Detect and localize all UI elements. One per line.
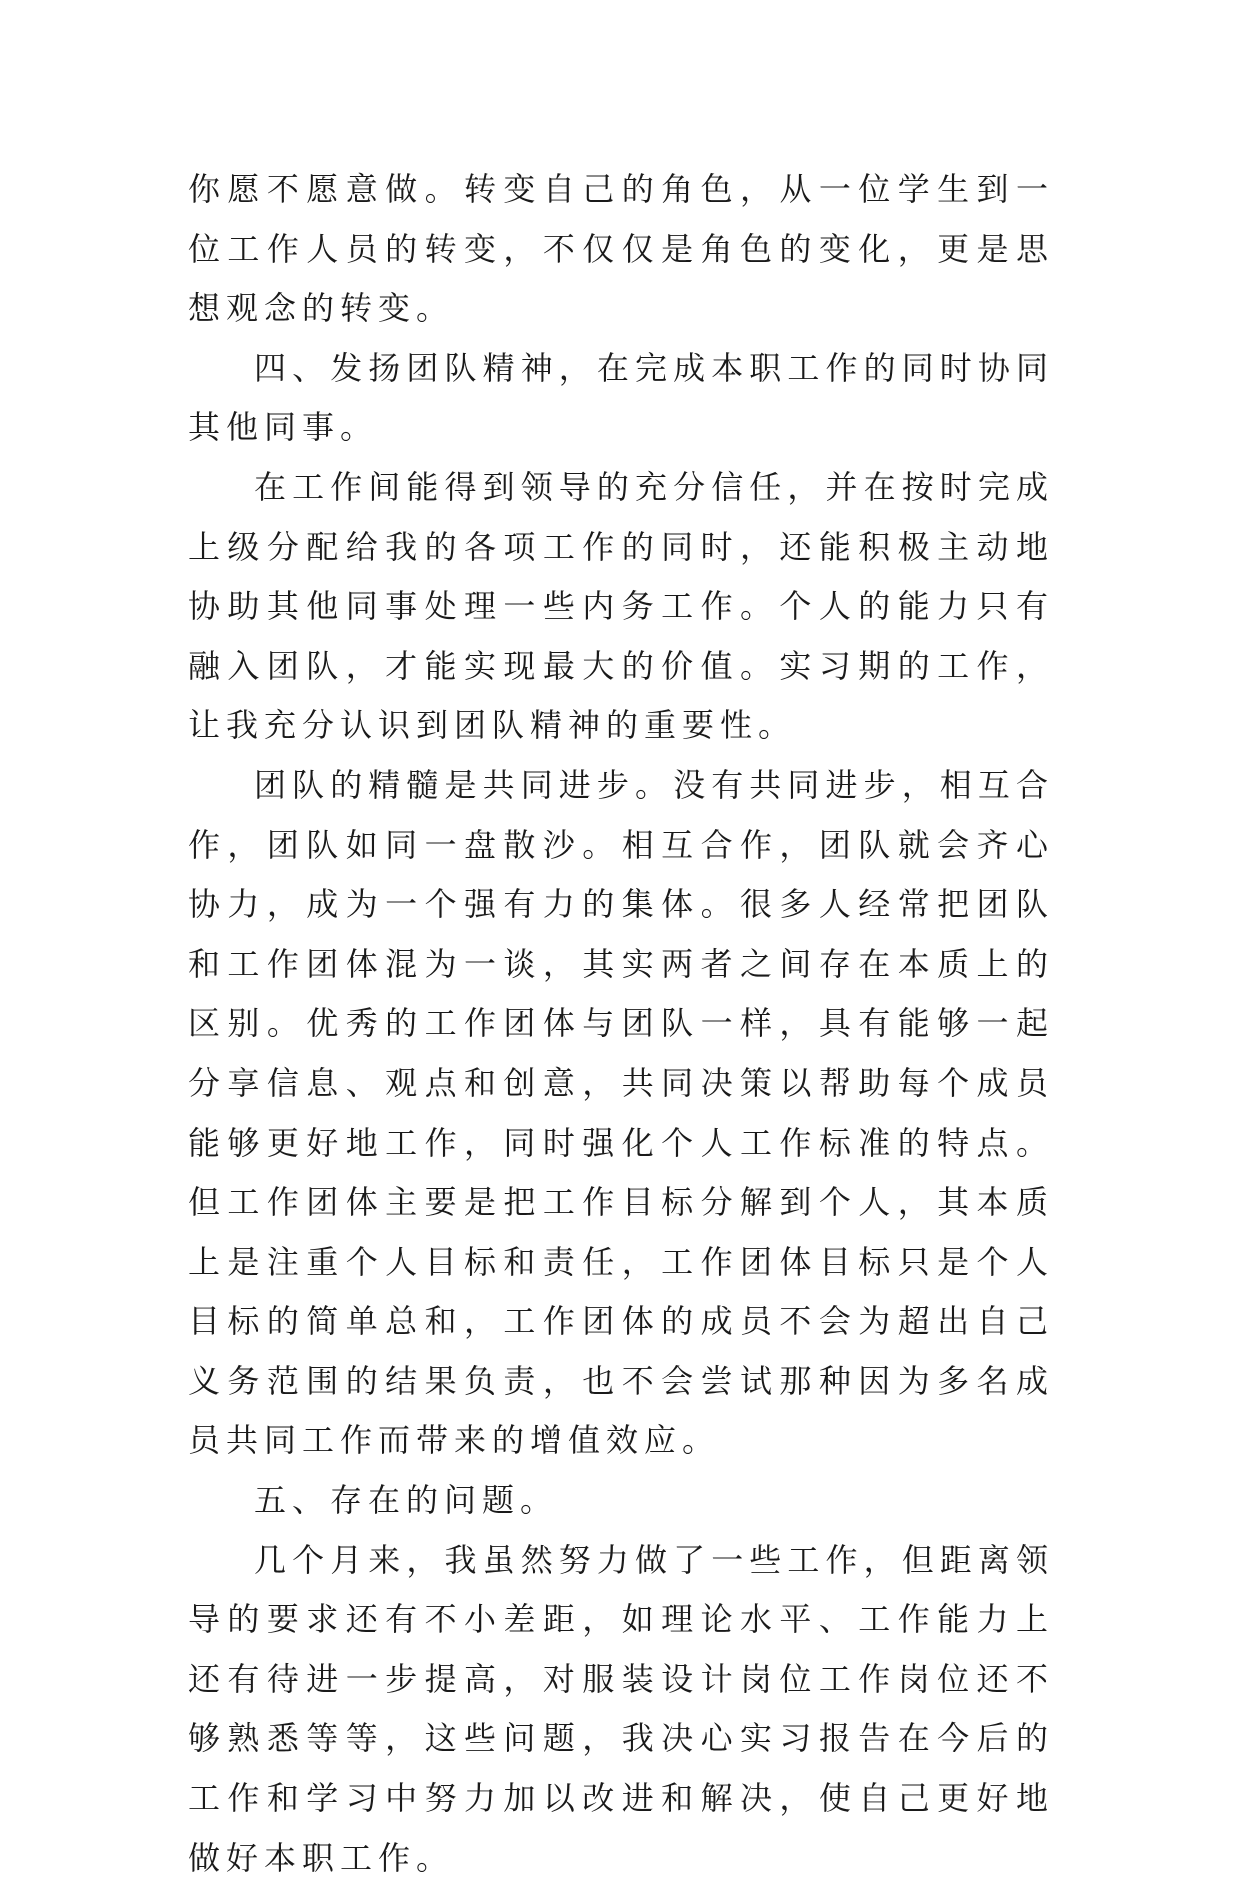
heading-team-spirit: 四、发扬团队精神，在完成本职工作的同时协同其他同事。 — [188, 348, 1054, 447]
paragraph-team-essence: 团队的精髓是共同进步。没有共同进步，相互合作，团队如同一盘散沙。相互合作，团队就会齐心协力，成为一个强有力的集体。很多人经常把团队和工作团体混为一谈，其实两者之间存在本质上的区别。优秀的工作团体与团队一样，具有能够一起分享信息、观点和创意，共同决策以帮助每个成员能够更好地工作，同时强化个人工作标准的特点。但工作团体主要是把工作目标分解到个人，其本质上是注重个人目标和责任，工作团体目标只是个人目标的简单总和，工作团体的成员不会为超出自己义务范围的结果负责，也不会尝试那种因为多名成员共同工作而带来的增值效应。 — [188, 765, 1054, 1460]
paragraph-problems: 几个月来，我虽然努力做了一些工作，但距离领导的要求还有不小差距，如理论水平、工作能力上还有待进一步提高，对服装设计岗位工作岗位还不够熟悉等等，这些问题，我决心实习报告在今后的工作和学习中努力加以改进和解决，使自己更好地做好本职工作。 — [188, 1540, 1054, 1877]
document-body — [188, 160, 1054, 1888]
paragraph-team-trust: 在工作间能得到领导的充分信任，并在按时完成上级分配给我的各项工作的同时，还能积极主动地协助其他同事处理一些内务工作。个人的能力只有融入团队，才能实现最大的价值。实习期的工作，让我充分认识到团队精神的重要性。 — [188, 467, 1054, 745]
paragraph-role-change: 你愿不愿意做。转变自己的角色，从一位学生到一位工作人员的转变，不仅仅是角色的变化，更是思想观念的转变。 — [188, 170, 1054, 328]
heading-problems: 五、存在的问题。 — [254, 1481, 559, 1520]
